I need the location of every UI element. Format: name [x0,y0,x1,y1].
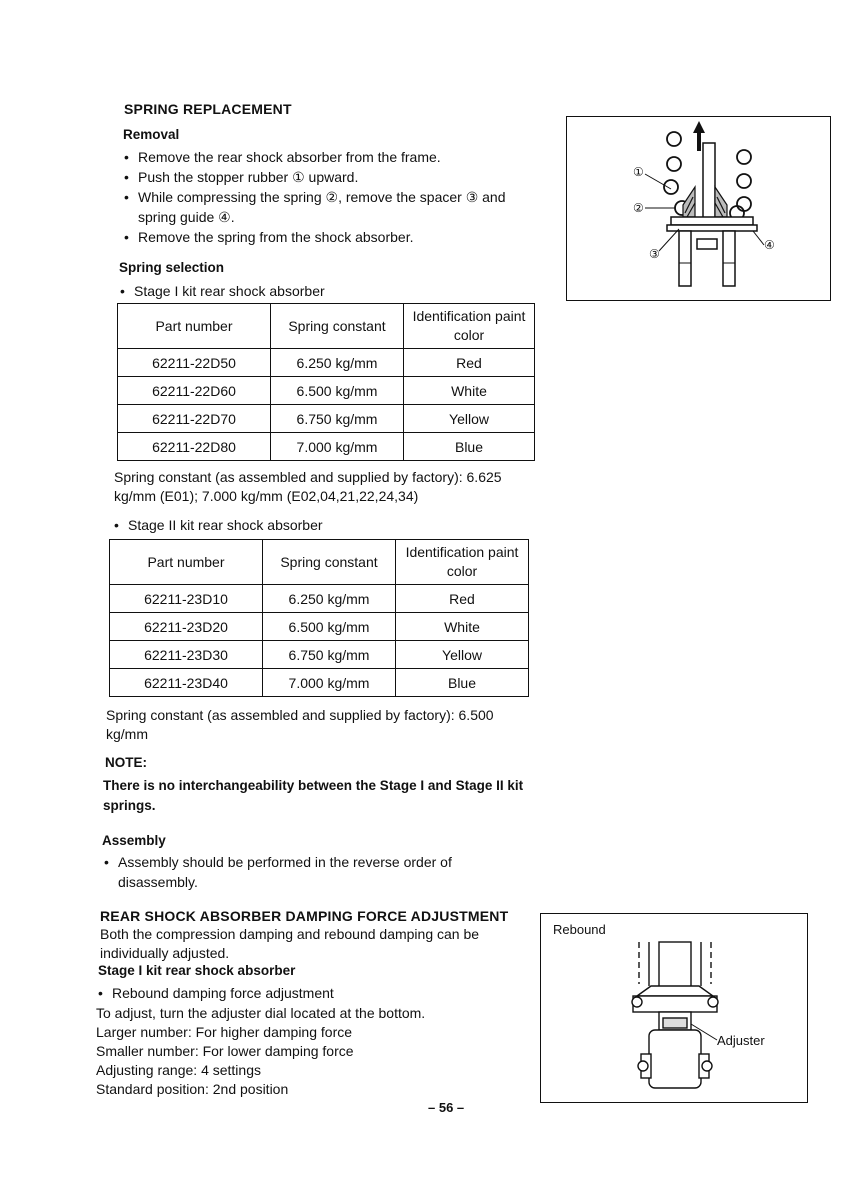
header-part-number: Part number [110,540,263,585]
table-row [118,377,535,405]
callout-4: ④ [764,238,775,252]
cell-paint-color: Red [396,585,529,613]
damping-line: Smaller number: For lower damping force [96,1043,354,1059]
stage2-factory-note: Spring constant (as assembled and supplied by factory): 6.500 kg/mm [106,707,494,742]
damping-intro: Both the compression damping and rebound damping can be individually adjusted. [100,926,480,961]
callout-2: ② [633,201,644,215]
header-spring-constant: Spring constant [263,540,396,585]
table-row [110,669,529,697]
damping-bullet-list [96,983,496,1003]
spring-selection-heading: Spring selection [119,260,225,275]
spring-removal-figure [566,116,831,301]
table-header-row [110,540,529,585]
header-part-number: Part number [118,304,271,349]
cell-part-number: 62211-22D80 [118,433,271,461]
damping-line: To adjust, turn the adjuster dial located at the bottom. [96,1005,426,1021]
assembly-steps-list [102,852,527,892]
removal-step: • Remove the rear shock absorber from the frame. [122,147,542,167]
removal-steps-list [122,147,542,247]
stage2-label: • Stage II kit rear shock absorber [112,515,412,535]
damping-line: Adjusting range: 4 settings [96,1062,261,1078]
cell-paint-color: White [404,377,535,405]
adjuster-diagram [541,914,807,1102]
cell-spring-constant: 6.250 kg/mm [263,585,396,613]
note-label: NOTE: [105,755,147,770]
rebound-adjuster-figure [540,913,808,1103]
table-row [110,585,529,613]
cell-spring-constant: 6.250 kg/mm [271,349,404,377]
removal-heading: Removal [123,127,180,142]
figure-label-adjuster: Adjuster [717,1033,765,1048]
page-number: – 56 – [428,1100,465,1115]
table-header-row [118,304,535,349]
table-row [118,349,535,377]
section-title-damping: REAR SHOCK ABSORBER DAMPING FORCE ADJUSTMENT [100,908,509,924]
stage1-spring-table [117,303,535,461]
cell-part-number: 62211-23D20 [110,613,263,641]
removal-step: • While compressing the spring ②, remove the spacer ③ and spring guide ④. [122,187,542,227]
figure-label-rebound: Rebound [553,922,606,937]
stage2-label-list [112,515,412,535]
assembly-heading: Assembly [102,833,166,848]
cell-part-number: 62211-23D30 [110,641,263,669]
stage1-label-list [118,281,418,301]
table-row [110,641,529,669]
cell-part-number: 62211-22D70 [118,405,271,433]
cell-spring-constant: 6.500 kg/mm [263,613,396,641]
cell-spring-constant: 7.000 kg/mm [263,669,396,697]
cell-part-number: 62211-23D10 [110,585,263,613]
header-paint-color: Identification paint color [396,540,529,585]
stage1-factory-note: Spring constant (as assembled and supplied by factory): 6.625 kg/mm (E01); 7.000 kg/mm (E02,04,21,22,24,34) [114,469,502,504]
cell-part-number: 62211-22D50 [118,349,271,377]
cell-spring-constant: 6.750 kg/mm [271,405,404,433]
table-row [118,433,535,461]
cell-spring-constant: 7.000 kg/mm [271,433,404,461]
cell-paint-color: Red [404,349,535,377]
cell-paint-color: Yellow [404,405,535,433]
stage2-spring-table [109,539,529,697]
damping-line: Standard position: 2nd position [96,1081,289,1097]
table-row [118,405,535,433]
damping-stage1-heading: Stage I kit rear shock absorber [98,963,296,978]
cell-paint-color: Blue [404,433,535,461]
damping-instructions [96,1004,516,1099]
assembly-step: • Assembly should be performed in the reverse order of disassembly. [102,852,527,892]
callout-3: ③ [649,247,660,261]
section-title-spring-replacement: SPRING REPLACEMENT [124,101,292,117]
cell-part-number: 62211-23D40 [110,669,263,697]
stage1-label: • Stage I kit rear shock absorber [118,281,418,301]
cell-spring-constant: 6.750 kg/mm [263,641,396,669]
cell-part-number: 62211-22D60 [118,377,271,405]
cell-paint-color: White [396,613,529,641]
removal-step: • Remove the spring from the shock absorber. [122,227,542,247]
callout-1: ① [633,165,644,179]
removal-step: • Push the stopper rubber ① upward. [122,167,542,187]
cell-spring-constant: 6.500 kg/mm [271,377,404,405]
damping-line: Larger number: For higher damping force [96,1024,353,1040]
table-row [110,613,529,641]
cell-paint-color: Yellow [396,641,529,669]
shock-absorber-diagram [567,117,830,300]
cell-paint-color: Blue [396,669,529,697]
header-paint-color: Identification paint color [404,304,535,349]
damping-bullet: • Rebound damping force adjustment [96,983,496,1003]
header-spring-constant: Spring constant [271,304,404,349]
note-text: There is no interchangeability between the Stage I and Stage II kit springs. [103,778,524,813]
